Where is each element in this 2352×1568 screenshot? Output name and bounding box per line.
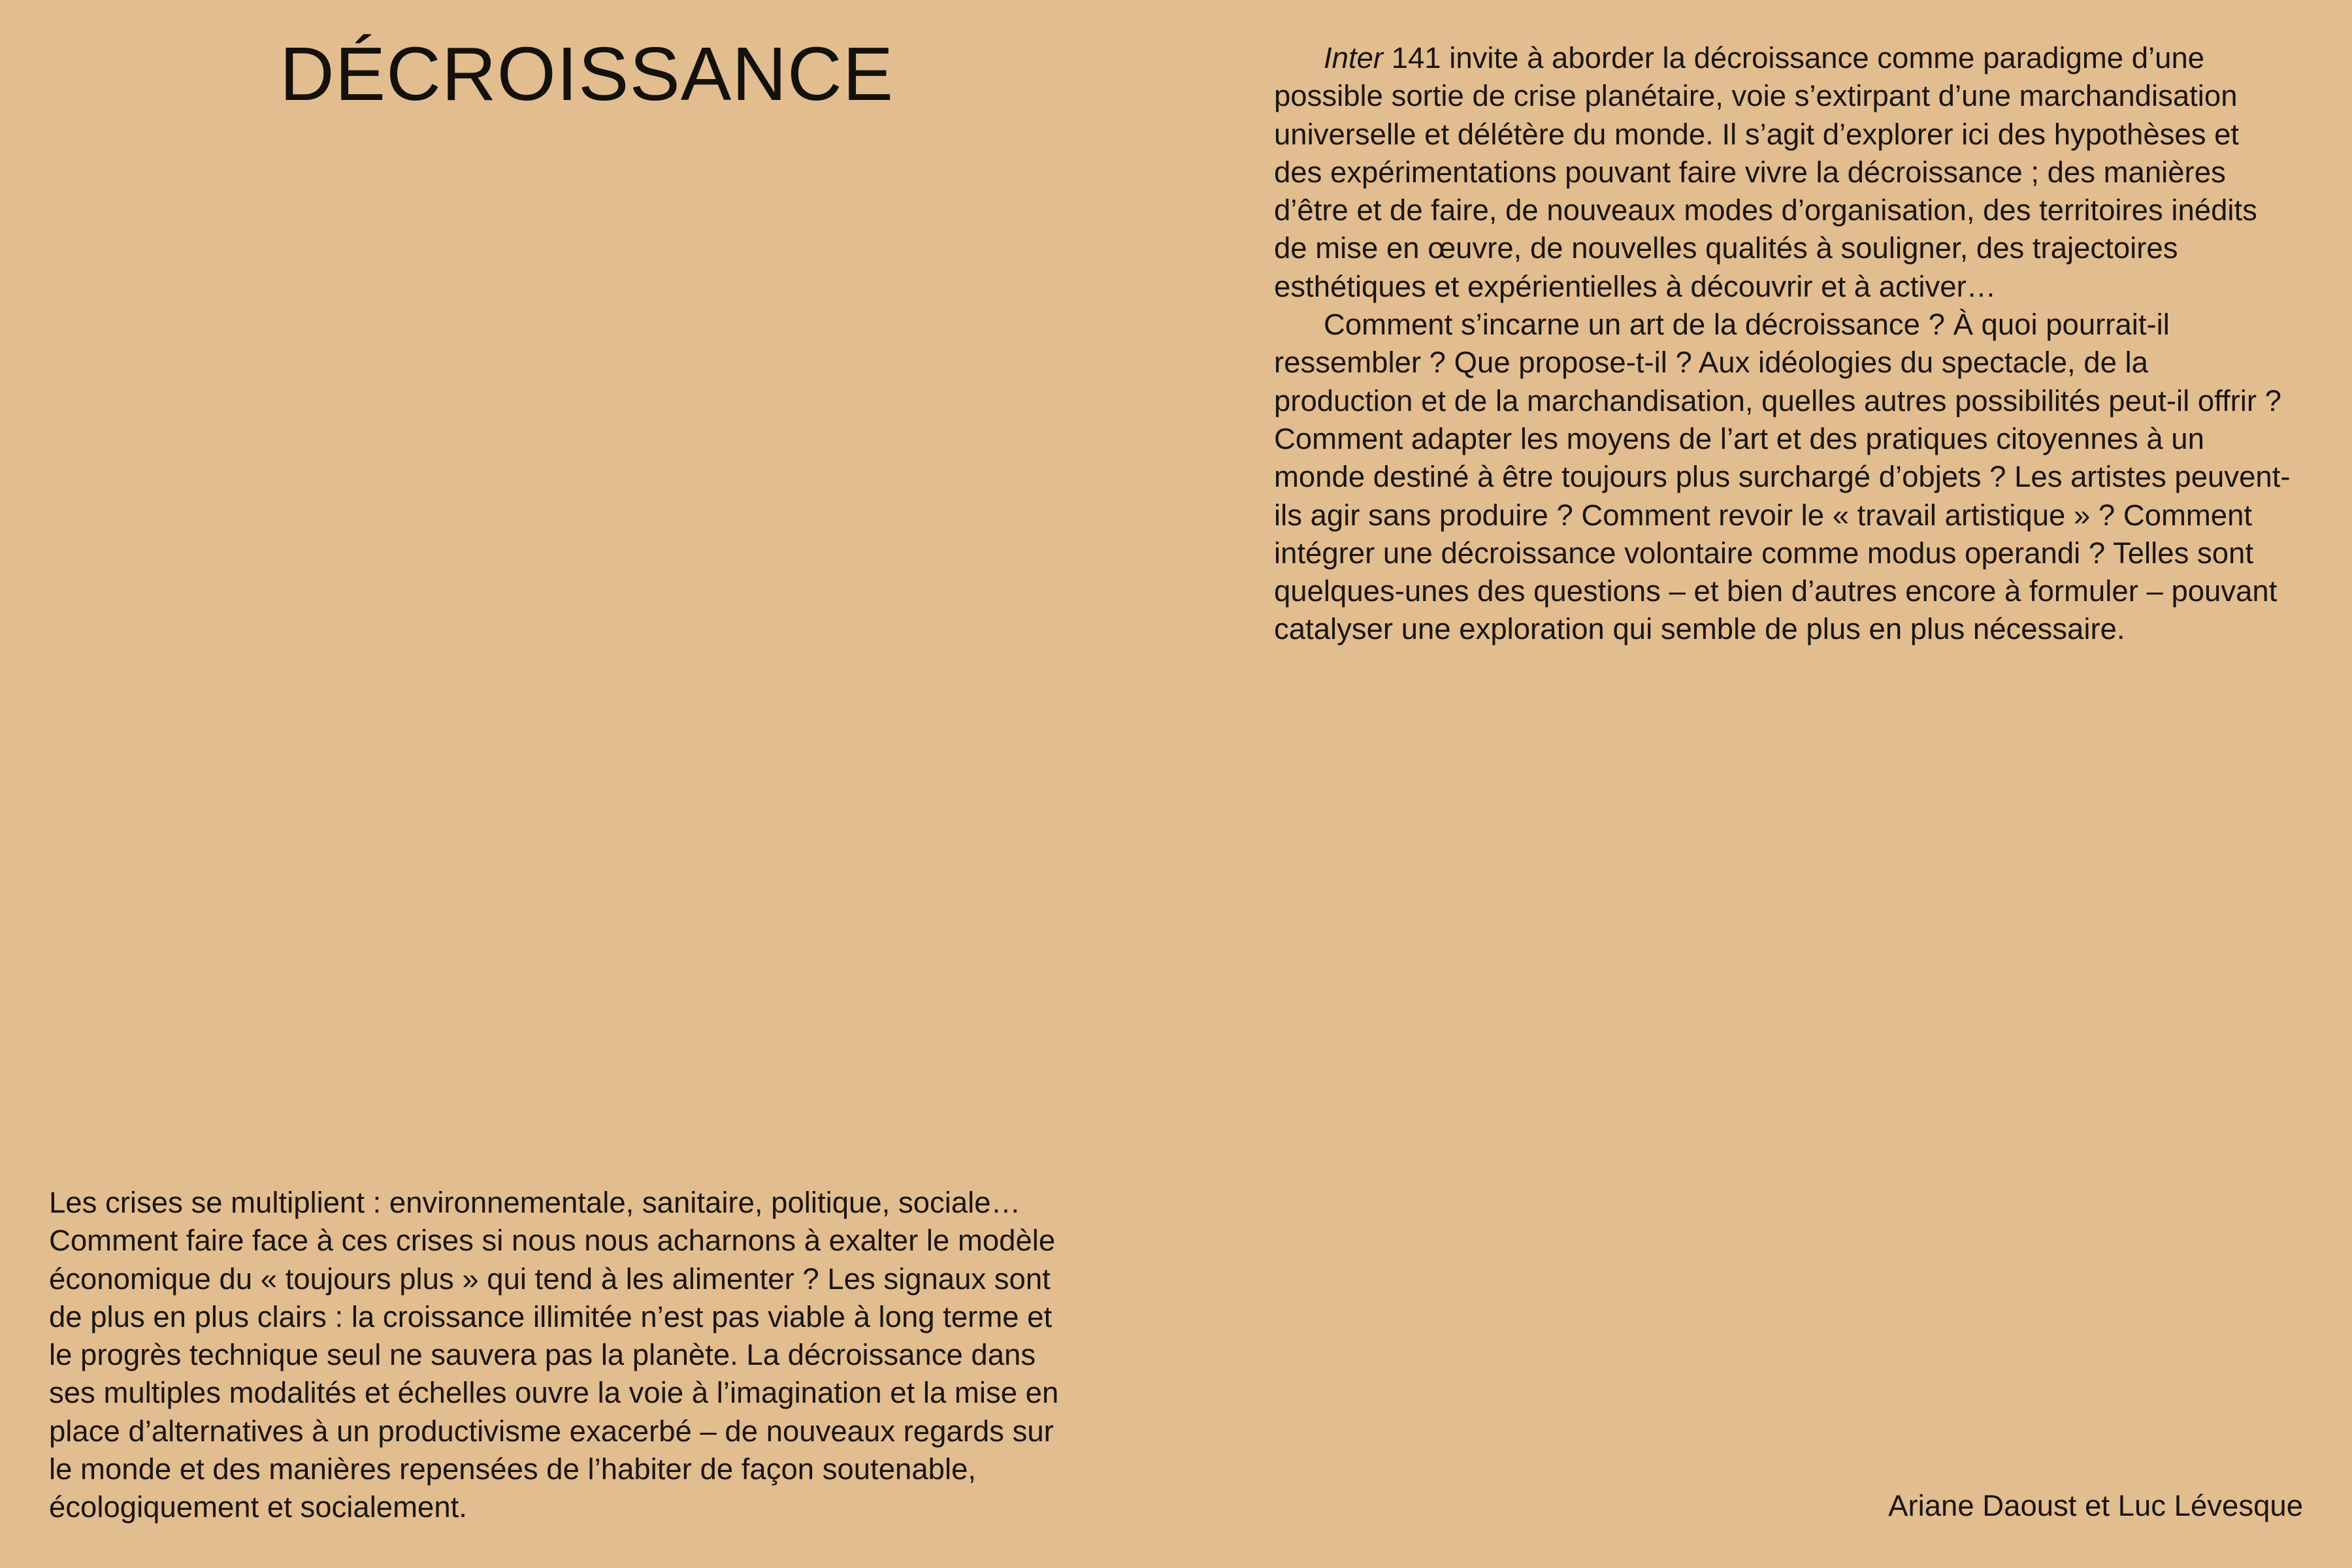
intro-paragraph-2: Comment s’incarne un art de la décroissance ? À quoi pourrait-il ressembler ? Que propose-t-il ? Aux idéologies du spectacle, de la production et de la marchandisation, quelles autres possibilités peut-il offrir ? Comment adapter les moyens de l’art et des pratiques citoyennes à un monde destiné à être toujours plus surchargé d’objets ? Les artistes peuvent-ils agir sans produire ? Comment revoir le « travail artistique » ? Comment intégrer une décroissance volontaire comme modus operandi ? Telles sont quelques-unes des questions – et bien d’autres encore à formuler – pouvant catalyser une exploration qui semble de plus en plus nécessaire.: [1274, 308, 2291, 646]
intro-paragraph-1: [1274, 39, 2293, 306]
magazine-name: Inter: [1324, 41, 1384, 74]
lead-paragraph: Les crises se multiplient : environnementale, sanitaire, politique, sociale… Comment faire face à ces crises si nous nous acharnons à exalter le modèle économique du « toujours plus » qui tend à les alimenter ? Les signaux sont de plus en plus clairs : la croissance illimitée n’est pas viable à long terme et le progrès technique seul ne sauvera pas la planète. La décroissance dans ses multiples modalités et échelles ouvre la voie à l’imagination et la mise en place d’alternatives à un productivisme exacerbé – de nouveaux regards sur le monde et des manières repensées de l’habiter de façon soutenable, écologiquement et socialement.: [49, 1186, 1059, 1524]
intro-text-block: [1274, 39, 2293, 649]
intro-paragraph-1-text: 141 invite à aborder la décroissance comme paradigme d’une possible sortie de crise planétaire, voie s’extirpant d’une marchandisation universelle et délétère du monde. Il s’agit d’explorer ici des hypothèses et des expérimentations pouvant faire vivre la décroissance ; des manières d’être et de faire, de nouveaux modes d’organisation, des territoires inédits de mise en œuvre, de nouvelles qualités à souligner, des trajectoires esthétiques et expérientielles à découvrir et à activer…: [1274, 41, 2257, 303]
page-title: DÉCROISSANCE: [280, 31, 894, 116]
authors-signature: Ariane Daoust et Luc Lévesque: [1888, 1489, 2303, 1522]
